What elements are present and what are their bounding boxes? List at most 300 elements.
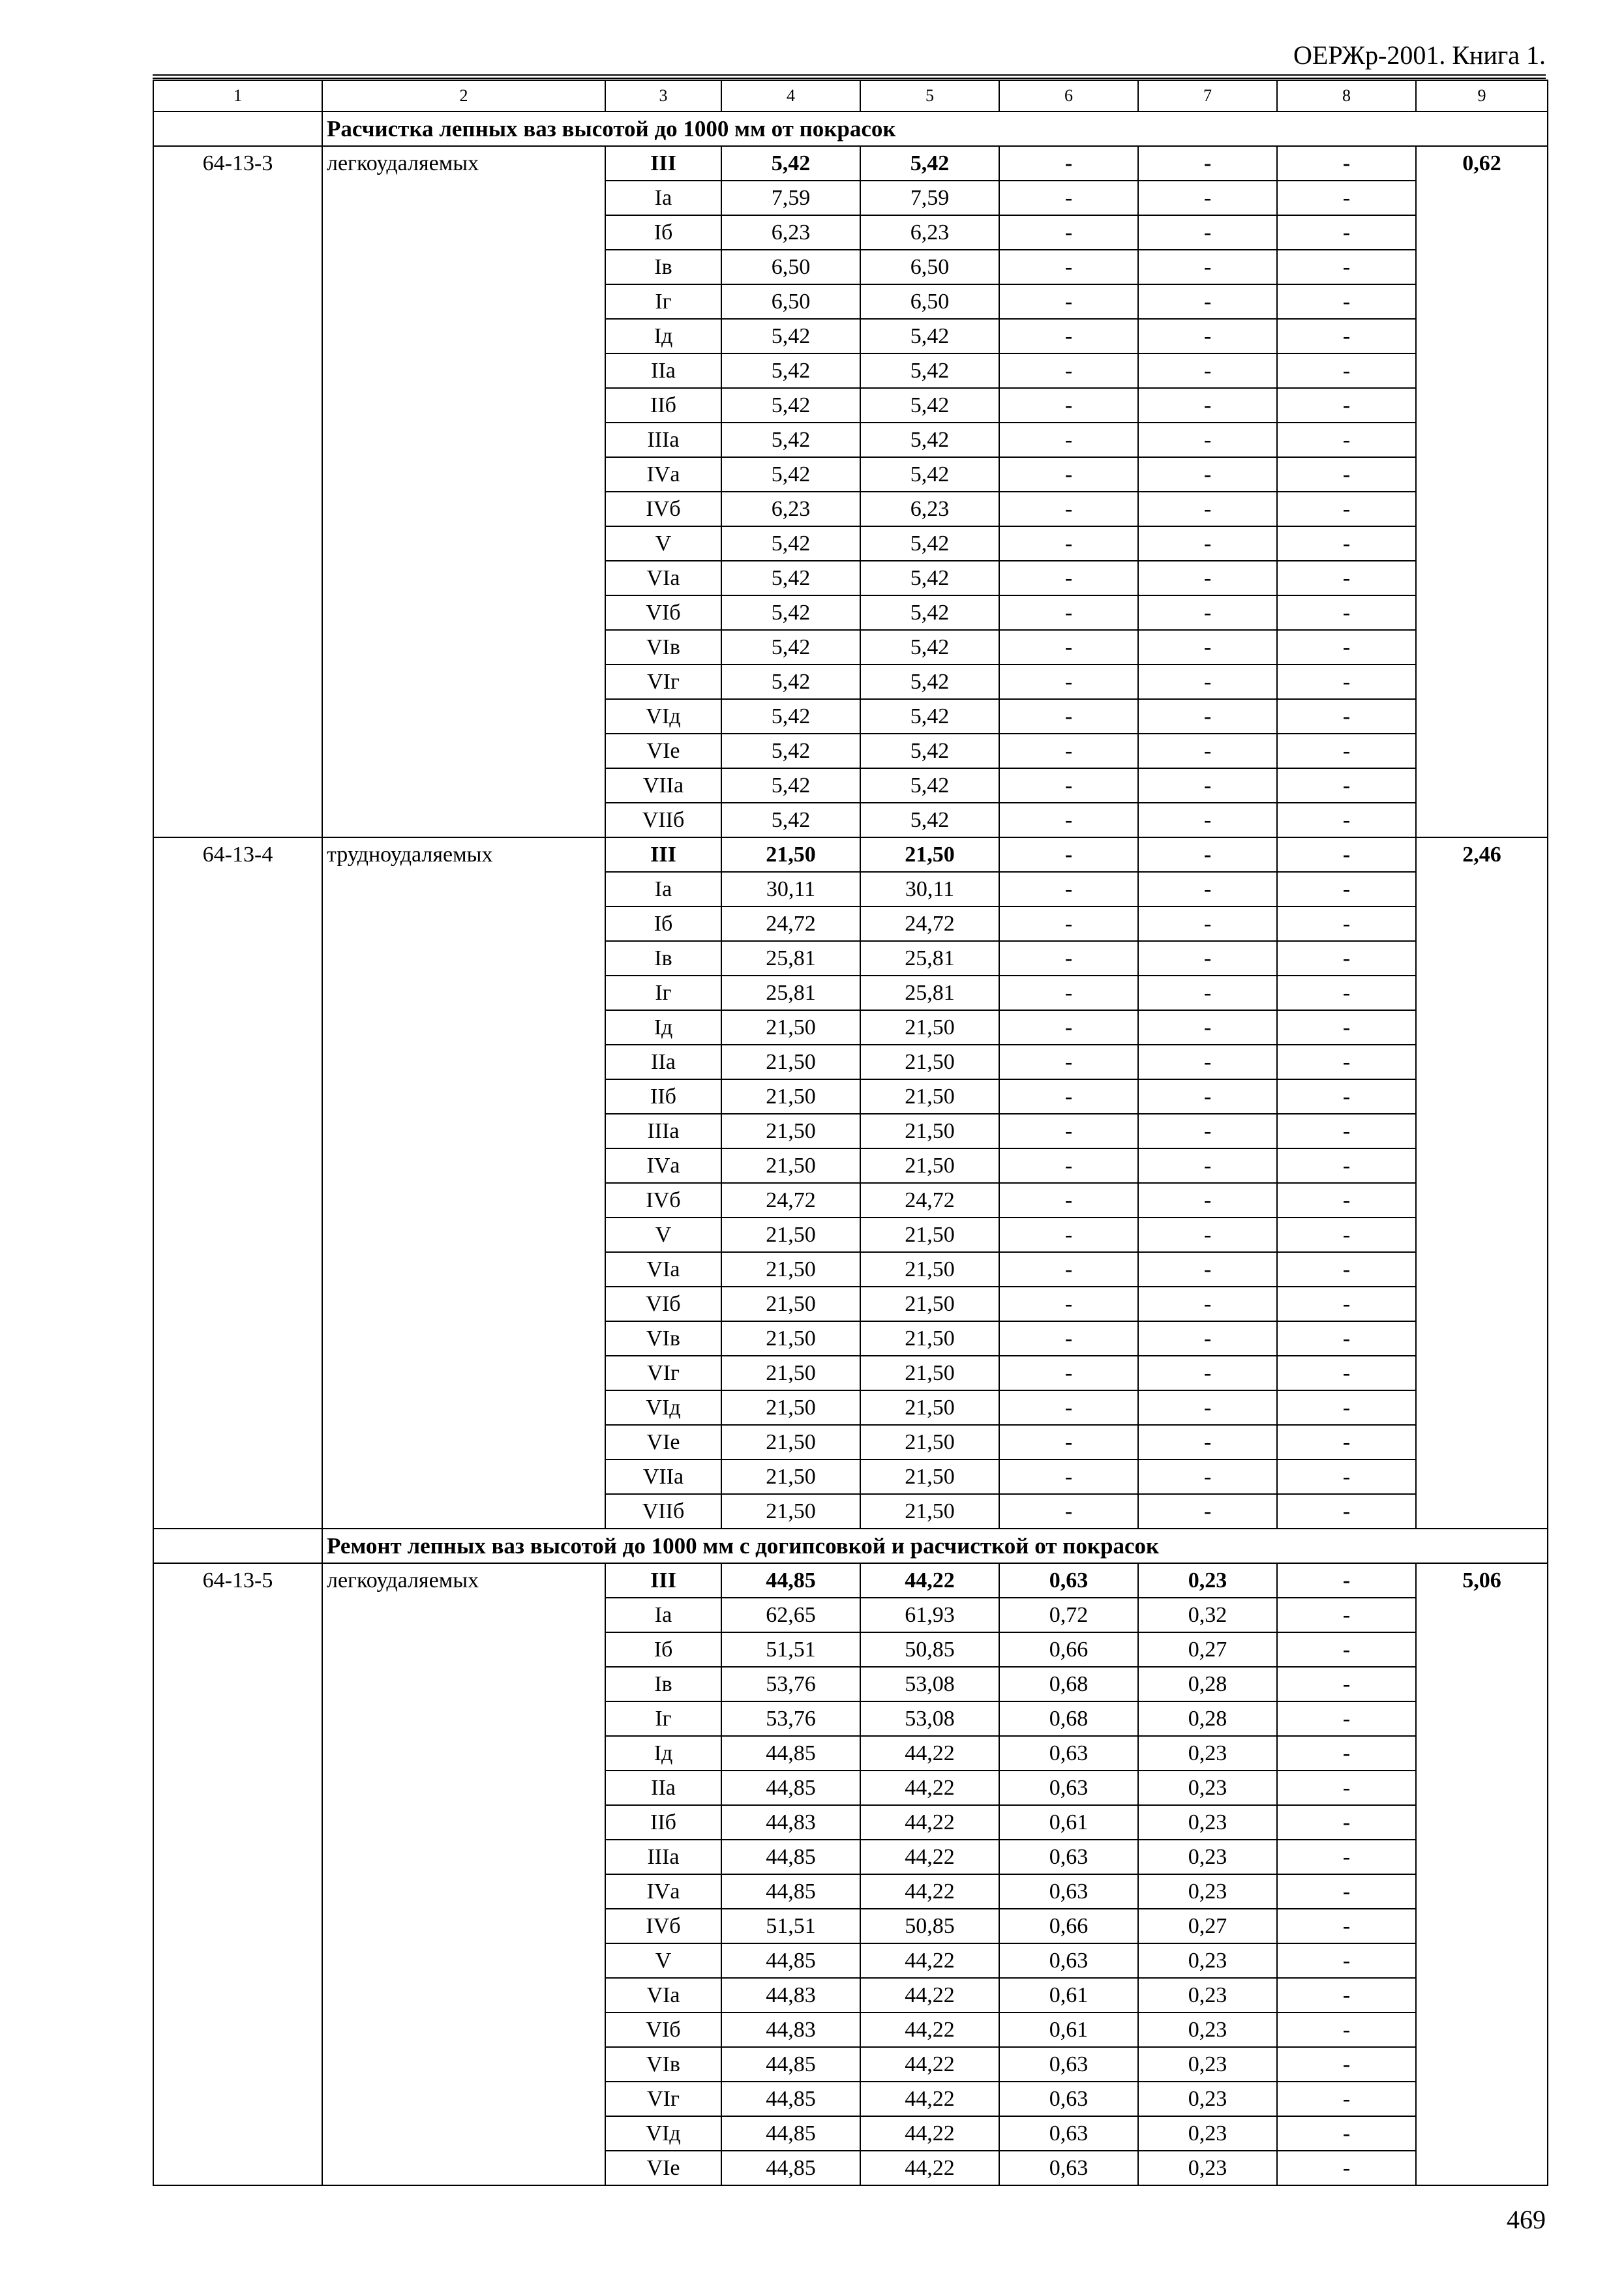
value-cell-c5: 21,50 — [860, 1148, 999, 1183]
value-cell-c6: 0,63 — [999, 1736, 1138, 1771]
zone-cell: Iг — [605, 284, 721, 319]
value-cell-c6: - — [999, 526, 1138, 561]
zone-cell: Iа — [605, 181, 721, 215]
value-cell-c4: 7,59 — [721, 181, 860, 215]
value-cell-c4: 30,11 — [721, 872, 860, 906]
value-cell-c6: - — [999, 319, 1138, 353]
value-cell-c5: 21,50 — [860, 1079, 999, 1114]
value-cell-c8: - — [1277, 1667, 1416, 1701]
value-cell-c6: - — [999, 388, 1138, 423]
value-cell-c7: - — [1138, 561, 1277, 595]
zone-cell: IIб — [605, 388, 721, 423]
zone-cell: VIа — [605, 1978, 721, 2012]
value-cell-c4: 21,50 — [721, 1390, 860, 1425]
value-cell-c7: - — [1138, 906, 1277, 941]
value-cell-c5: 6,23 — [860, 492, 999, 526]
norms-table-body — [153, 80, 1548, 2185]
value-cell-c6: - — [999, 976, 1138, 1010]
value-cell-c4: 5,42 — [721, 423, 860, 457]
column-number: 3 — [605, 80, 721, 112]
value-cell-c4: 21,50 — [721, 1252, 860, 1287]
value-cell-c4: 5,42 — [721, 146, 860, 181]
value-cell-c7: 0,23 — [1138, 2047, 1277, 2082]
value-cell-c4: 21,50 — [721, 1287, 860, 1321]
value-cell-c4: 24,72 — [721, 906, 860, 941]
value-cell-c7: 0,23 — [1138, 1978, 1277, 2012]
value-cell-c4: 5,42 — [721, 353, 860, 388]
value-cell-c8: - — [1277, 1563, 1416, 1598]
value-cell-c5: 25,81 — [860, 976, 999, 1010]
section-heading: Ремонт лепных ваз высотой до 1000 мм с догипсовкой и расчисткой от покрасок — [322, 1529, 1548, 1563]
value-cell-c4: 44,83 — [721, 1978, 860, 2012]
value-cell-c7: 0,23 — [1138, 2082, 1277, 2116]
value-cell-c7: 0,23 — [1138, 1771, 1277, 1805]
value-cell-c5: 6,50 — [860, 284, 999, 319]
value-cell-c5: 5,42 — [860, 146, 999, 181]
value-cell-c8: - — [1277, 630, 1416, 665]
zone-cell: III — [605, 146, 721, 181]
value-cell-c8: - — [1277, 2116, 1416, 2151]
value-cell-c4: 53,76 — [721, 1667, 860, 1701]
value-cell-c7: - — [1138, 699, 1277, 734]
value-cell-c4: 21,50 — [721, 1494, 860, 1529]
value-cell-c6: 0,63 — [999, 2082, 1138, 2116]
value-cell-c4: 6,23 — [721, 492, 860, 526]
value-cell-c8: - — [1277, 1874, 1416, 1909]
value-cell-c5: 21,50 — [860, 1010, 999, 1045]
value-cell-c4: 5,42 — [721, 388, 860, 423]
value-cell-c6: - — [999, 1287, 1138, 1321]
value-cell-c4: 25,81 — [721, 976, 860, 1010]
zone-cell: V — [605, 1943, 721, 1978]
value-cell-c7: - — [1138, 526, 1277, 561]
value-cell-c4: 6,50 — [721, 250, 860, 284]
value-cell-c5: 21,50 — [860, 1356, 999, 1390]
section-blank-cell — [153, 1529, 322, 1563]
value-cell-c7: - — [1138, 837, 1277, 872]
value-cell-c8: - — [1277, 768, 1416, 803]
value-cell-c6: - — [999, 1148, 1138, 1183]
value-cell-c8: - — [1277, 1148, 1416, 1183]
value-cell-c4: 44,85 — [721, 1771, 860, 1805]
value-cell-c8: - — [1277, 423, 1416, 457]
value-cell-c6: - — [999, 1183, 1138, 1218]
value-cell-c5: 6,23 — [860, 215, 999, 250]
value-cell-c6: 0,61 — [999, 2012, 1138, 2047]
value-cell-c4: 44,85 — [721, 1563, 860, 1598]
page-number: 469 — [1507, 2205, 1546, 2234]
zone-cell: Iб — [605, 906, 721, 941]
value-cell-c4: 21,50 — [721, 837, 860, 872]
value-cell-c4: 5,42 — [721, 595, 860, 630]
value-cell-c6: - — [999, 561, 1138, 595]
value-cell-c5: 5,42 — [860, 526, 999, 561]
value-cell-c5: 5,42 — [860, 665, 999, 699]
value-cell-c6: 0,63 — [999, 2047, 1138, 2082]
value-cell-c8: - — [1277, 1909, 1416, 1943]
value-cell-c7: - — [1138, 1079, 1277, 1114]
value-cell-c7: - — [1138, 1425, 1277, 1459]
zone-cell: Iа — [605, 872, 721, 906]
value-cell-c8: - — [1277, 2047, 1416, 2082]
value-cell-c4: 5,42 — [721, 665, 860, 699]
value-cell-c4: 44,85 — [721, 2151, 860, 2185]
value-cell-c8: - — [1277, 1978, 1416, 2012]
value-cell-c6: 0,63 — [999, 1563, 1138, 1598]
value-cell-c7: - — [1138, 457, 1277, 492]
value-cell-c4: 44,85 — [721, 2082, 860, 2116]
value-cell-c7: 0,23 — [1138, 2012, 1277, 2047]
value-cell-c6: - — [999, 872, 1138, 906]
value-cell-c4: 44,85 — [721, 2116, 860, 2151]
zone-cell: IVа — [605, 1874, 721, 1909]
value-cell-c4: 44,83 — [721, 1805, 860, 1840]
zone-cell: IIIа — [605, 1840, 721, 1874]
zone-cell: VIв — [605, 630, 721, 665]
value-cell-c7: 0,28 — [1138, 1701, 1277, 1736]
zone-cell: III — [605, 837, 721, 872]
value-cell-c7: - — [1138, 941, 1277, 976]
column-number: 9 — [1416, 80, 1548, 112]
value-cell-c8: - — [1277, 1079, 1416, 1114]
value-cell-c5: 25,81 — [860, 941, 999, 976]
zone-cell: IVб — [605, 492, 721, 526]
value-cell-c7: 0,28 — [1138, 1667, 1277, 1701]
value-cell-c8: - — [1277, 1321, 1416, 1356]
value-cell-c5: 5,42 — [860, 768, 999, 803]
value-cell-c6: - — [999, 181, 1138, 215]
value-cell-c8: - — [1277, 284, 1416, 319]
value-cell-c5: 6,50 — [860, 250, 999, 284]
zone-cell: V — [605, 1218, 721, 1252]
value-cell-c5: 44,22 — [860, 1874, 999, 1909]
value-cell-c5: 21,50 — [860, 1494, 999, 1529]
value-cell-c7: 0,23 — [1138, 2151, 1277, 2185]
value-cell-c4: 21,50 — [721, 1218, 860, 1252]
value-cell-c7: - — [1138, 250, 1277, 284]
value-cell-c5: 44,22 — [860, 1563, 999, 1598]
value-cell-c8: - — [1277, 1701, 1416, 1736]
value-cell-c7: 0,23 — [1138, 1805, 1277, 1840]
value-cell-c5: 44,22 — [860, 1805, 999, 1840]
value-cell-c7: 0,27 — [1138, 1909, 1277, 1943]
value-cell-c7: 0,23 — [1138, 1943, 1277, 1978]
total-cell: 0,62 — [1416, 146, 1548, 837]
value-cell-c6: - — [999, 1321, 1138, 1356]
value-cell-c4: 5,42 — [721, 630, 860, 665]
value-cell-c6: 0,63 — [999, 1943, 1138, 1978]
zone-cell: VIIб — [605, 803, 721, 837]
value-cell-c6: - — [999, 423, 1138, 457]
value-cell-c7: - — [1138, 595, 1277, 630]
value-cell-c5: 21,50 — [860, 1218, 999, 1252]
value-cell-c8: - — [1277, 1598, 1416, 1632]
value-cell-c7: - — [1138, 1287, 1277, 1321]
zone-cell: VIг — [605, 2082, 721, 2116]
value-cell-c7: - — [1138, 1045, 1277, 1079]
value-cell-c7: 0,23 — [1138, 1736, 1277, 1771]
zone-cell: VIе — [605, 734, 721, 768]
value-cell-c6: - — [999, 630, 1138, 665]
value-cell-c4: 44,85 — [721, 1736, 860, 1771]
value-cell-c6: - — [999, 699, 1138, 734]
value-cell-c8: - — [1277, 976, 1416, 1010]
zone-cell: Iв — [605, 941, 721, 976]
value-cell-c8: - — [1277, 250, 1416, 284]
value-cell-c6: - — [999, 734, 1138, 768]
value-cell-c6: 0,68 — [999, 1667, 1138, 1701]
norm-name: легкоудаляемых — [322, 146, 605, 837]
norm-code: 64-13-5 — [153, 1563, 322, 2185]
value-cell-c4: 21,50 — [721, 1045, 860, 1079]
value-cell-c5: 30,11 — [860, 872, 999, 906]
value-cell-c8: - — [1277, 906, 1416, 941]
value-cell-c8: - — [1277, 734, 1416, 768]
zone-cell: Iа — [605, 1598, 721, 1632]
value-cell-c5: 5,42 — [860, 699, 999, 734]
zone-cell: VIб — [605, 1287, 721, 1321]
value-cell-c4: 6,23 — [721, 215, 860, 250]
zone-cell: Iг — [605, 1701, 721, 1736]
zone-cell: VIв — [605, 1321, 721, 1356]
value-cell-c8: - — [1277, 1252, 1416, 1287]
value-cell-c7: - — [1138, 872, 1277, 906]
value-cell-c8: - — [1277, 1218, 1416, 1252]
value-cell-c7: 0,23 — [1138, 1874, 1277, 1909]
value-cell-c8: - — [1277, 1287, 1416, 1321]
value-cell-c6: - — [999, 803, 1138, 837]
value-cell-c5: 21,50 — [860, 1287, 999, 1321]
value-cell-c4: 53,76 — [721, 1701, 860, 1736]
value-cell-c6: 0,66 — [999, 1632, 1138, 1667]
section-heading-row — [153, 112, 1548, 146]
zone-cell: IVб — [605, 1183, 721, 1218]
zone-cell: Iд — [605, 1010, 721, 1045]
value-cell-c5: 5,42 — [860, 457, 999, 492]
value-cell-c5: 5,42 — [860, 388, 999, 423]
value-cell-c5: 44,22 — [860, 1736, 999, 1771]
value-cell-c4: 21,50 — [721, 1425, 860, 1459]
value-cell-c5: 44,22 — [860, 2047, 999, 2082]
value-cell-c4: 24,72 — [721, 1183, 860, 1218]
value-cell-c4: 5,42 — [721, 734, 860, 768]
value-cell-c8: - — [1277, 803, 1416, 837]
value-cell-c4: 44,83 — [721, 2012, 860, 2047]
value-cell-c5: 5,42 — [860, 803, 999, 837]
value-cell-c6: - — [999, 665, 1138, 699]
zone-cell: Iд — [605, 1736, 721, 1771]
value-cell-c8: - — [1277, 561, 1416, 595]
value-cell-c7: - — [1138, 492, 1277, 526]
value-cell-c4: 5,42 — [721, 561, 860, 595]
value-cell-c8: - — [1277, 1390, 1416, 1425]
value-cell-c4: 51,51 — [721, 1632, 860, 1667]
zone-cell: VIд — [605, 1390, 721, 1425]
page-header-title: ОЕРЖр-2001. Книга 1. — [1293, 40, 1546, 70]
value-cell-c4: 44,85 — [721, 1874, 860, 1909]
zone-cell: IVа — [605, 457, 721, 492]
value-cell-c6: 0,72 — [999, 1598, 1138, 1632]
value-cell-c5: 5,42 — [860, 561, 999, 595]
zone-cell: Iг — [605, 976, 721, 1010]
value-cell-c8: - — [1277, 2151, 1416, 2185]
value-cell-c4: 51,51 — [721, 1909, 860, 1943]
value-cell-c5: 5,42 — [860, 423, 999, 457]
value-cell-c8: - — [1277, 1114, 1416, 1148]
zone-cell: IIа — [605, 1771, 721, 1805]
value-cell-c5: 44,22 — [860, 1978, 999, 2012]
value-cell-c4: 5,42 — [721, 768, 860, 803]
zone-cell: VIв — [605, 2047, 721, 2082]
value-cell-c6: - — [999, 941, 1138, 976]
value-cell-c5: 24,72 — [860, 1183, 999, 1218]
value-cell-c8: - — [1277, 1356, 1416, 1390]
value-cell-c7: - — [1138, 665, 1277, 699]
value-cell-c6: 0,68 — [999, 1701, 1138, 1736]
column-number: 8 — [1277, 80, 1416, 112]
value-cell-c4: 21,50 — [721, 1356, 860, 1390]
total-cell: 2,46 — [1416, 837, 1548, 1529]
zone-cell: IIа — [605, 353, 721, 388]
column-number: 4 — [721, 80, 860, 112]
zone-cell: Iд — [605, 319, 721, 353]
value-cell-c7: - — [1138, 768, 1277, 803]
zone-cell: IVб — [605, 1909, 721, 1943]
value-cell-c7: - — [1138, 1494, 1277, 1529]
value-cell-c6: 0,63 — [999, 1874, 1138, 1909]
value-cell-c4: 5,42 — [721, 457, 860, 492]
value-cell-c4: 44,85 — [721, 1840, 860, 1874]
value-cell-c5: 44,22 — [860, 1943, 999, 1978]
value-cell-c8: - — [1277, 1183, 1416, 1218]
value-cell-c5: 21,50 — [860, 1321, 999, 1356]
section-heading: Расчистка лепных ваз высотой до 1000 мм от покрасок — [322, 112, 1548, 146]
value-cell-c8: - — [1277, 1840, 1416, 1874]
value-cell-c6: - — [999, 1390, 1138, 1425]
value-cell-c8: - — [1277, 388, 1416, 423]
value-cell-c8: - — [1277, 1805, 1416, 1840]
value-cell-c8: - — [1277, 1045, 1416, 1079]
value-cell-c6: 0,66 — [999, 1909, 1138, 1943]
value-cell-c6: - — [999, 1079, 1138, 1114]
value-cell-c8: - — [1277, 526, 1416, 561]
value-cell-c6: 0,63 — [999, 1840, 1138, 1874]
value-cell-c6: - — [999, 492, 1138, 526]
value-cell-c8: - — [1277, 1632, 1416, 1667]
value-cell-c5: 50,85 — [860, 1909, 999, 1943]
value-cell-c5: 44,22 — [860, 1840, 999, 1874]
column-number: 1 — [153, 80, 322, 112]
value-cell-c7: 0,32 — [1138, 1598, 1277, 1632]
column-number-row — [153, 80, 1548, 112]
zone-cell: IVа — [605, 1148, 721, 1183]
value-cell-c8: - — [1277, 457, 1416, 492]
zone-cell: Iв — [605, 250, 721, 284]
value-cell-c7: - — [1138, 976, 1277, 1010]
section-heading-row — [153, 1529, 1548, 1563]
value-cell-c5: 61,93 — [860, 1598, 999, 1632]
zone-cell: VIе — [605, 1425, 721, 1459]
value-cell-c8: - — [1277, 1459, 1416, 1494]
value-cell-c7: - — [1138, 388, 1277, 423]
header-rule-top — [153, 74, 1546, 76]
value-cell-c4: 21,50 — [721, 1079, 860, 1114]
value-cell-c8: - — [1277, 181, 1416, 215]
value-cell-c4: 44,85 — [721, 2047, 860, 2082]
value-cell-c6: - — [999, 1494, 1138, 1529]
value-cell-c7: - — [1138, 423, 1277, 457]
value-cell-c5: 21,50 — [860, 1390, 999, 1425]
value-cell-c7: - — [1138, 319, 1277, 353]
zone-cell: VIа — [605, 561, 721, 595]
column-number: 7 — [1138, 80, 1277, 112]
value-cell-c7: - — [1138, 1148, 1277, 1183]
zone-cell: VIд — [605, 699, 721, 734]
zone-cell: V — [605, 526, 721, 561]
value-cell-c5: 53,08 — [860, 1667, 999, 1701]
zone-cell: VIд — [605, 2116, 721, 2151]
value-cell-c7: - — [1138, 734, 1277, 768]
zone-cell: IIIа — [605, 1114, 721, 1148]
value-cell-c4: 21,50 — [721, 1148, 860, 1183]
value-cell-c6: - — [999, 1010, 1138, 1045]
value-cell-c8: - — [1277, 1425, 1416, 1459]
value-cell-c6: - — [999, 215, 1138, 250]
value-cell-c6: - — [999, 1114, 1138, 1148]
value-cell-c5: 21,50 — [860, 837, 999, 872]
value-cell-c7: - — [1138, 146, 1277, 181]
value-cell-c6: - — [999, 1356, 1138, 1390]
value-cell-c4: 5,42 — [721, 319, 860, 353]
value-cell-c4: 6,50 — [721, 284, 860, 319]
column-number: 6 — [999, 80, 1138, 112]
zone-cell: VIIб — [605, 1494, 721, 1529]
value-cell-c8: - — [1277, 215, 1416, 250]
value-cell-c5: 50,85 — [860, 1632, 999, 1667]
value-cell-c5: 21,50 — [860, 1045, 999, 1079]
value-cell-c4: 5,42 — [721, 803, 860, 837]
value-cell-c6: - — [999, 353, 1138, 388]
value-cell-c8: - — [1277, 1736, 1416, 1771]
value-cell-c5: 21,50 — [860, 1425, 999, 1459]
zone-cell: VIIа — [605, 1459, 721, 1494]
value-cell-c8: - — [1277, 319, 1416, 353]
zone-cell: III — [605, 1563, 721, 1598]
value-cell-c5: 5,42 — [860, 319, 999, 353]
value-cell-c4: 21,50 — [721, 1010, 860, 1045]
value-cell-c8: - — [1277, 1771, 1416, 1805]
value-cell-c7: - — [1138, 284, 1277, 319]
value-cell-c5: 44,22 — [860, 2116, 999, 2151]
value-cell-c8: - — [1277, 1943, 1416, 1978]
value-cell-c8: - — [1277, 872, 1416, 906]
value-cell-c7: - — [1138, 803, 1277, 837]
value-cell-c6: 0,61 — [999, 1978, 1138, 2012]
value-cell-c5: 21,50 — [860, 1459, 999, 1494]
value-cell-c6: - — [999, 146, 1138, 181]
table-row — [153, 146, 1548, 181]
value-cell-c8: - — [1277, 353, 1416, 388]
value-cell-c7: 0,23 — [1138, 1840, 1277, 1874]
value-cell-c5: 44,22 — [860, 2082, 999, 2116]
value-cell-c7: 0,27 — [1138, 1632, 1277, 1667]
zone-cell: IIб — [605, 1079, 721, 1114]
value-cell-c7: - — [1138, 1459, 1277, 1494]
value-cell-c5: 5,42 — [860, 353, 999, 388]
value-cell-c8: - — [1277, 595, 1416, 630]
value-cell-c5: 44,22 — [860, 2151, 999, 2185]
zone-cell: IIIа — [605, 423, 721, 457]
